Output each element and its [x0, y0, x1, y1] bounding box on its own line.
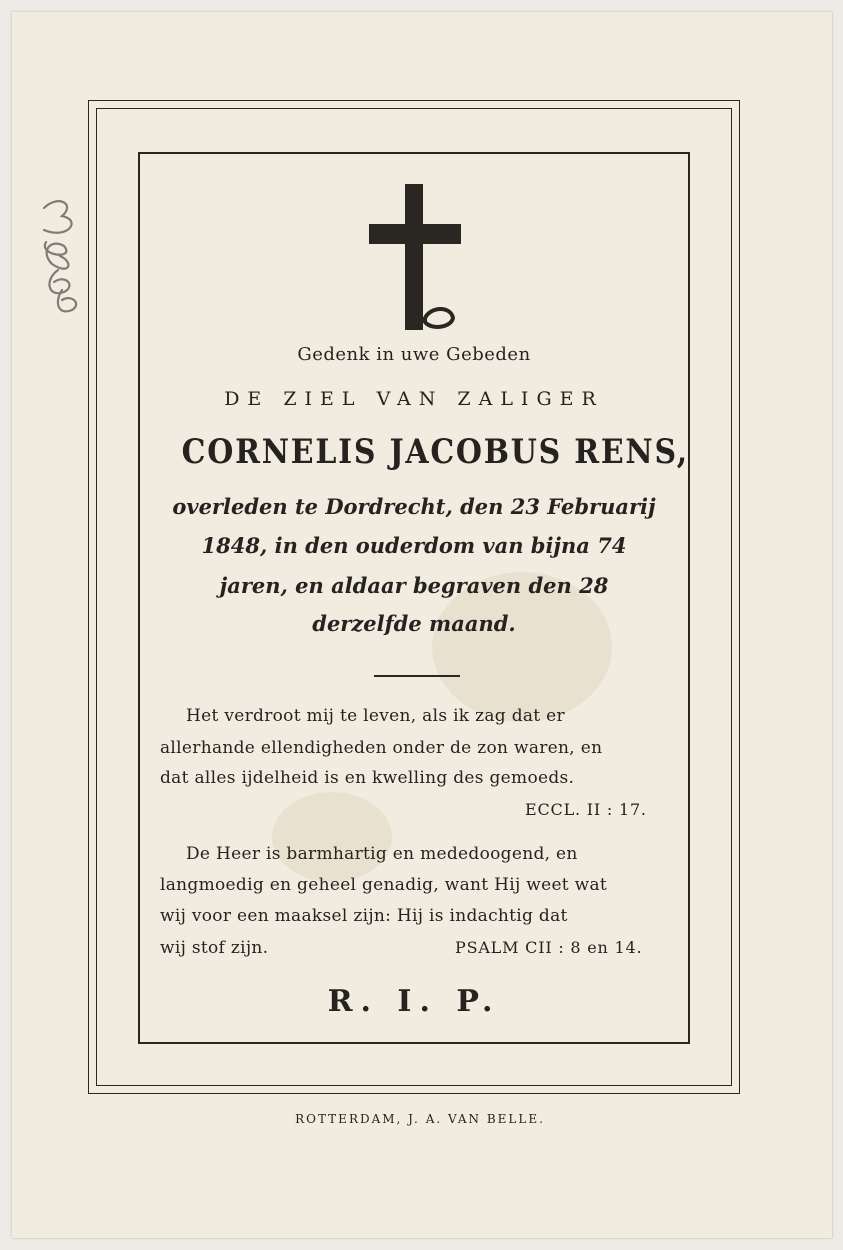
- prayer-request: Gedenk in uwe Gebeden: [297, 344, 531, 365]
- psalm-quote-line: wij stof zijn.: [160, 938, 269, 958]
- death-details-line: jaren, en aldaar begraven den 28: [219, 573, 609, 598]
- ecclesiastes-quote-line: Het verdroot mij te leven, als ik zag dat er: [186, 706, 565, 726]
- psalm-quote-line: De Heer is barmhartig en mededoogend, en: [186, 844, 578, 864]
- cross-icon: [365, 182, 465, 334]
- handwritten-inventory-mark: [24, 190, 94, 320]
- death-details-line: overleden te Dordrecht, den 23 Februarij: [172, 494, 656, 519]
- ecclesiastes-reference: ECCL. II : 17.: [525, 800, 647, 819]
- ecclesiastes-quote-line: dat alles ijdelheid is en kwelling des gemoeds.: [160, 768, 575, 788]
- psalm-quote-line: wij voor een maaksel zijn: Hij is indachtig dat: [160, 906, 568, 926]
- psalm-reference: PSALM CII : 8 en 14.: [455, 938, 643, 957]
- rip-text: R. I. P.: [327, 984, 501, 1019]
- ecclesiastes-quote-line: allerhande ellendigheden onder de zon waren, en: [160, 738, 603, 758]
- printer-imprint: ROTTERDAM, J. A. VAN BELLE.: [295, 1112, 545, 1126]
- deceased-name: CORNELIS JACOBUS RENS,: [181, 432, 689, 472]
- soul-of-deceased: DE ZIEL VAN ZALIGER: [224, 388, 604, 410]
- psalm-quote-line: langmoedig en geheel genadig, want Hij weet wat: [160, 875, 608, 895]
- divider: [374, 675, 460, 677]
- death-details-line: 1848, in den ouderdom van bijna 74: [201, 533, 627, 558]
- death-details-line: derzelfde maand.: [312, 611, 516, 636]
